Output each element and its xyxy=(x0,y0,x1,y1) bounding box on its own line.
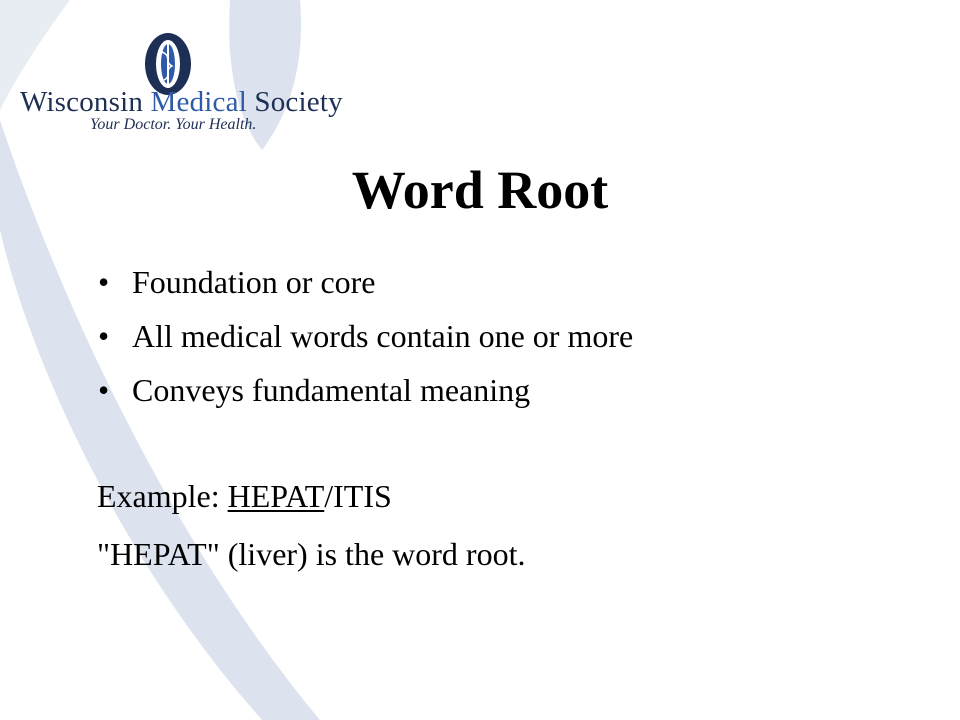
organization-logo xyxy=(0,0,343,140)
bullet-icon: • xyxy=(98,264,110,300)
bullet-text: Conveys fundamental meaning xyxy=(132,372,531,408)
bullet-text: Foundation or core xyxy=(132,264,376,300)
organization-name xyxy=(20,86,343,118)
bullet-item xyxy=(94,370,633,410)
bullet-text: All medical words contain one or more xyxy=(132,318,634,354)
organization-name-first: Wisconsin xyxy=(20,86,144,118)
bullet-item xyxy=(94,316,633,356)
example-label: Example: xyxy=(97,478,228,514)
example-suffix: /ITIS xyxy=(324,478,392,514)
bullet-item xyxy=(94,262,633,302)
organization-name-last: Society xyxy=(254,86,343,118)
organization-tagline: Your Doctor. Your Health. xyxy=(90,116,257,133)
example-line xyxy=(97,476,392,516)
bullet-icon: • xyxy=(98,372,110,408)
bullet-icon: • xyxy=(98,318,110,354)
slide-title: Word Root xyxy=(351,160,609,220)
explanation-text: "HEPAT" (liver) is the word root. xyxy=(97,536,526,572)
organization-name-accent: Medical xyxy=(150,86,247,118)
bullet-list xyxy=(94,262,633,424)
example-word-root: HEPAT xyxy=(227,478,325,514)
